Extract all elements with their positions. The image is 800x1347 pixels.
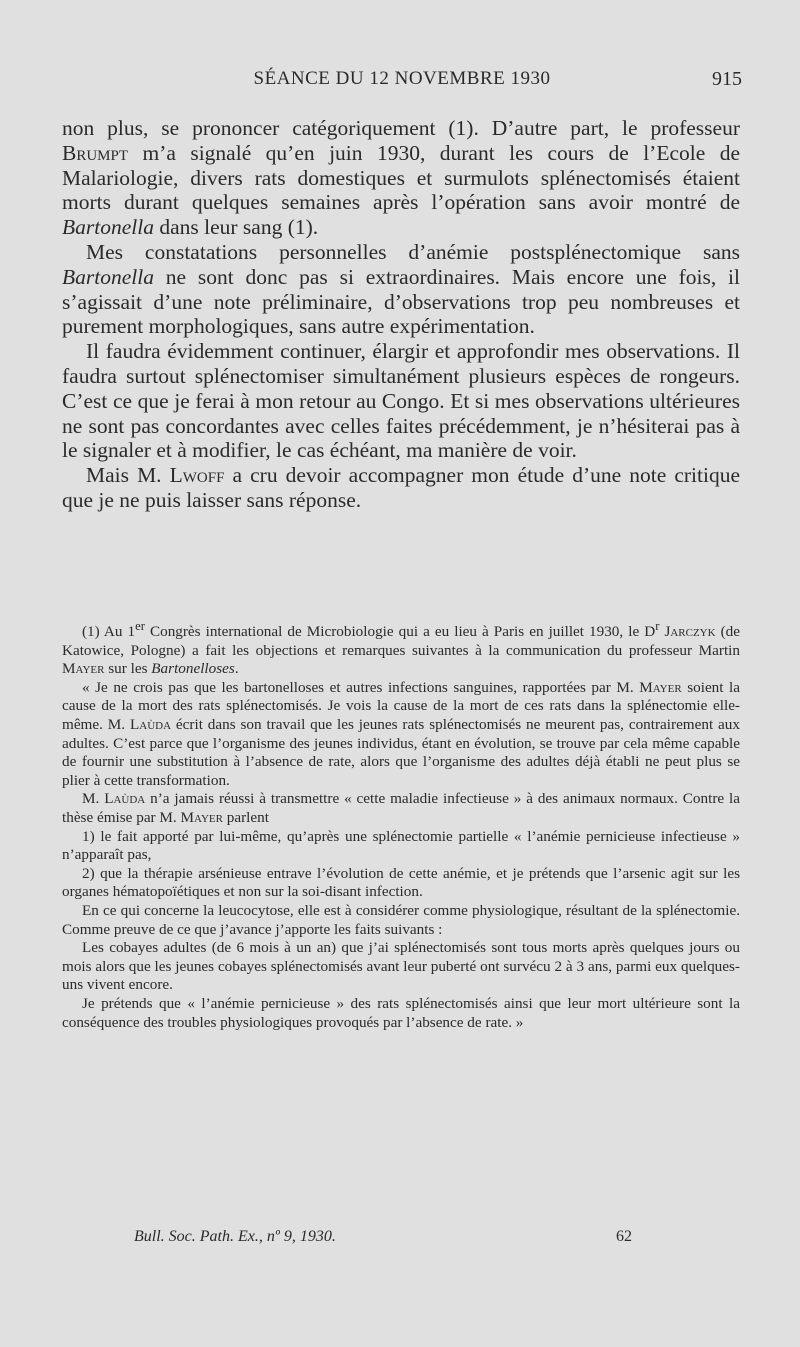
footnote-text-run: M. [82,790,105,808]
footnote-paragraph [62,617,740,679]
footnote-text-run: Mayer [180,809,223,826]
page-footer [62,1228,740,1252]
footnote-text-run: 2) que la thérapie arsénieuse entrave l’évolution de cette anémie, et je prétends que l’arsenic agit sur les organes hématopoïétiques et non sur la soi-disant infection. [62,864,740,901]
footnote-text-run: Les cobayes adultes (de 6 mois à un an) que j’ai splénectomisés sont tous morts après quelques jours ou mois alors que les jeunes cobayes splénectomisés avant leur puberté ont survécu 2 à 3 ans, parmi eux quelques-uns vivent encore. [62,939,740,994]
running-head [62,68,742,98]
body-text-run: Mes constatations personnelles d’anémie postsplénectomique sans [86,239,740,264]
body-paragraph [62,116,740,240]
footnote-paragraph [62,679,740,791]
body-text [62,116,740,513]
footnote-text-run: Mayer [62,660,105,678]
body-text-run: Il faudra évidemment continuer, élargir et approfondir mes observations. Il faudra surtout splénectomiser simultanément plusieurs espèces de rongeurs. C’est ce que je ferai à mon retour au Congo. Et si mes observations ultérieures ne sont pas concordantes avec celles faites précédemment, je n’hésiterai pas à le signaler et à modifier, le cas échéant, ma manière de voir. [62,339,740,463]
footnote-text-run: Laùda [129,716,172,734]
footnote-text-run: Jarczyk [664,623,716,641]
footnote-text-run: r [655,619,660,633]
body-text-run: a cru devoir accompagner mon étude d’une note critique que je ne puis laisser sans réponse. [62,463,741,512]
footnote-text-run: Mayer [639,678,682,696]
journal-citation: Bull. Soc. Path. Ex., nº 9, 1930. [134,1228,336,1245]
footnote-paragraph [62,995,740,1032]
footnote-text-run: écrit dans son travail que les jeunes rats splénectomisés ne meurent pas, contrairement aux adultes. C’est parce que l’organisme des jeunes individus, étant en évolution, se trouve par cela même capable de fournir une substitution à l’absence de rate, alors que l’organisme des adultes déjà établi ne peut plus se plier à cette transformation. [62,716,740,789]
footnote-text-run: 1) le fait apporté par lui-même, qu’après une splénectomie partielle « l’anémie pernicieuse infectieuse » n’apparaît pas, [62,827,740,864]
footnote-text-run: sur les [104,660,152,678]
body-text-run: Bartonella [62,215,154,240]
footnote-text-run: En ce qui concerne la leucocytose, elle est à considérer comme physiologique, résultant de la splénectomie. Comme preuve de ce que j’avance j’apporte les faits suivants : [62,901,740,938]
footnote-paragraph [62,865,740,902]
body-text-run: dans leur sang (1). [153,215,319,240]
footnote-text-run: n’a jamais réussi à transmettre « cette maladie infectieuse » à des animaux normaux. Contre la thèse émise par M. [62,790,740,826]
body-text-run: Lwoff [169,463,225,488]
footnote-paragraph [62,790,740,827]
body-paragraph [62,463,740,513]
body-text-run: Bartonella [62,264,154,289]
body-text-run: Mais M. [86,463,170,488]
footnotes [62,617,740,1032]
footnote-text-run: . [234,660,239,678]
footnote-paragraph [62,828,740,865]
body-text-run: m’a signalé qu’en juin 1930, durant les cours de l’Ecole de Malariologie, divers rats domestiques et surmulots splénectomisés étaient morts durant quelques semaines après l’opération sans avoir montré de [62,140,740,215]
footnote-paragraph [62,939,740,995]
body-paragraph [62,240,740,339]
footnote-text-run: soient la cause de la mort des rats splénectomisés. Je vois la cause de la mort de ces rats dans la splénectomie elle-même. M. [62,678,741,734]
footnote-text-run: Congrès international de Microbiologie qui a eu lieu à Paris en juillet 1930, le D [144,623,656,641]
footnote-paragraph [62,902,740,939]
footnote-text-run: (de Katowice, Pologne) a fait les objections et remarques suivantes à la communication du professeur Martin [62,623,740,659]
running-title: SÉANCE DU 12 NOVEMBRE 1930 [253,68,551,89]
footnote-text-run: Je prétends que « l’anémie pernicieuse » des rats splénectomisés ainsi que leur mort ultérieure sont la conséquence des troubles physiologiques provoqués par l’absence de rate. » [62,994,740,1031]
footnote-text-run: (1) Au 1 [82,623,136,641]
body-text-run: ne sont donc pas si extraordinaires. Mais encore une fois, il s’agissait d’une note préliminaire, d’observations trop peu nombreuses et purement morphologiques, sans autre expérimentation. [62,264,740,339]
footnote-text-run: er [135,619,145,633]
body-text-run: non plus, se prononcer catégoriquement (1). D’autre part, le professeur [62,116,740,140]
footnote-text-run: Laùda [104,790,146,808]
footnote-text-run: « Je ne crois pas que les bartonelloses et autres infections sanguines, rapportées par M. [82,678,640,696]
signature-mark: 62 [616,1228,632,1245]
footnote-text-run: Bartonelloses [151,660,235,678]
body-paragraph [62,339,740,463]
body-text-run: Brumpt [62,140,129,165]
footnote-text-run: parlent [222,809,269,826]
page-number: 915 [712,68,742,90]
